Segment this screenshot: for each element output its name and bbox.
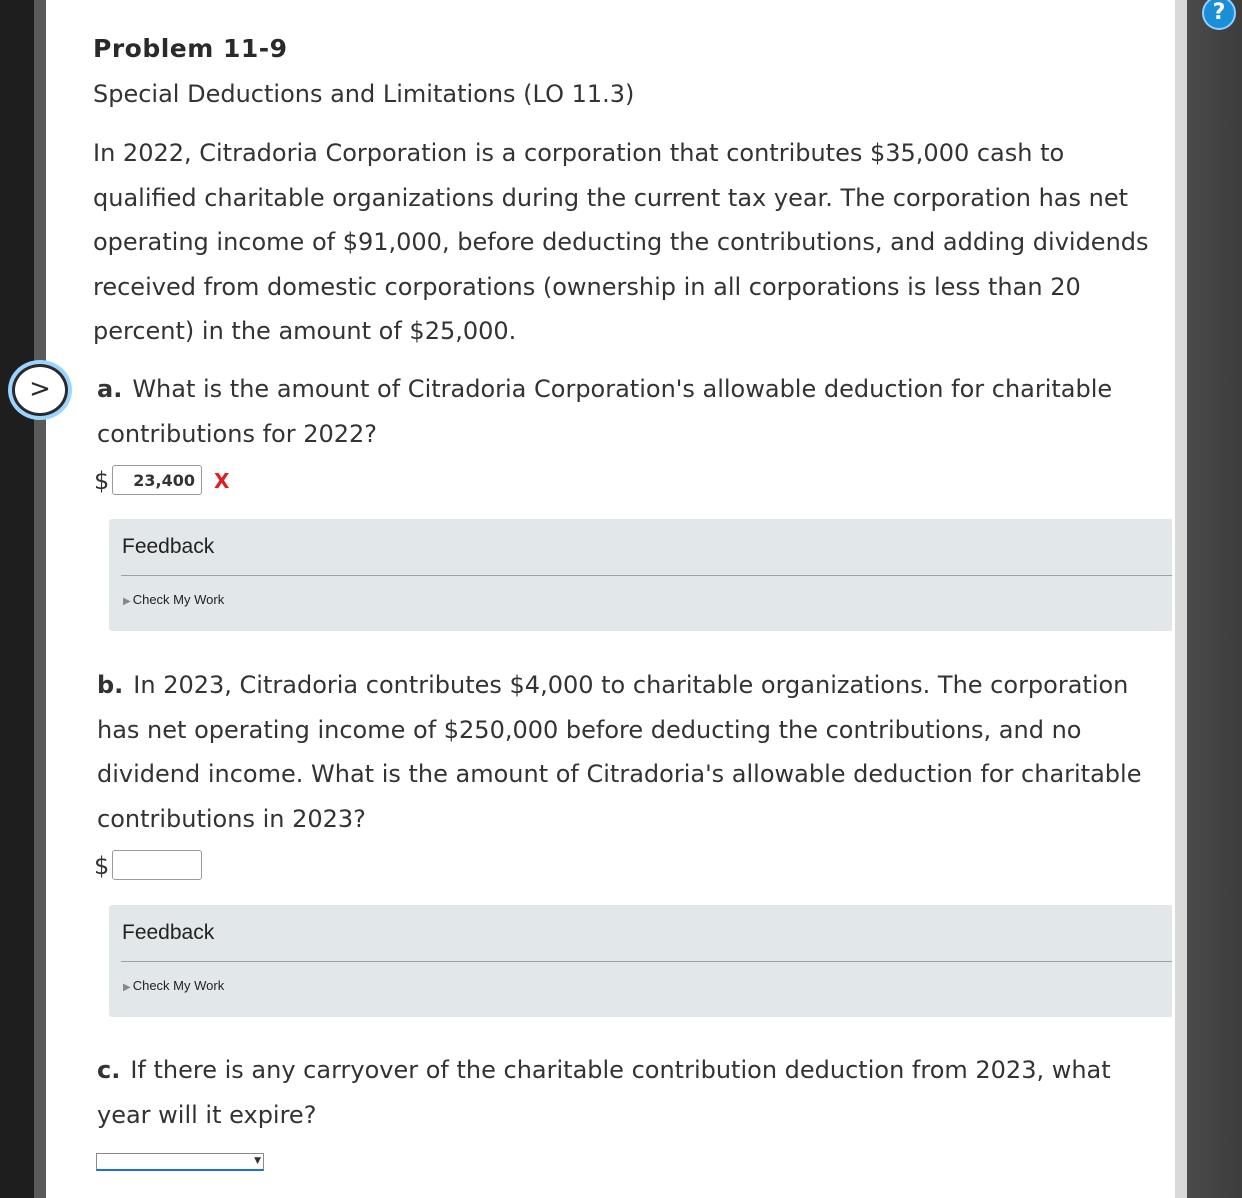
- feedback-title: Feedback: [122, 535, 215, 558]
- question-a-text: What is the amount of Citradoria Corporation's allowable deduction for charitable contributions for 2022?: [97, 375, 1113, 448]
- answer-a-input[interactable]: [112, 465, 202, 495]
- problem-intro: In 2022, Citradoria Corporation is a corporation that contributes $35,000 cash to qualified charitable organizations during the current tax year. The corporation has net operating income of $91,000, before deducting the contributions, and adding dividends received from domestic corporations (ownership in all corporations is less than 20 percent) in the amount of $25,000.: [93, 139, 1149, 345]
- problem-title: Problem 11-9: [93, 34, 288, 63]
- triangle-right-icon: ▶: [123, 982, 131, 993]
- answer-b-input[interactable]: [112, 850, 202, 880]
- right-scroll-area[interactable]: [1175, 0, 1242, 1198]
- currency-symbol: $: [94, 467, 110, 495]
- incorrect-x-icon: X: [214, 469, 230, 493]
- check-my-work-toggle[interactable]: [123, 592, 224, 607]
- question-c: [97, 1048, 1147, 1137]
- feedback-panel-b: [109, 905, 1172, 1017]
- question-mark-icon: ?: [1212, 0, 1226, 25]
- check-my-work-label: Check My Work: [132, 592, 225, 607]
- feedback-divider: [121, 961, 1172, 962]
- chevron-right-icon: >: [29, 374, 51, 404]
- left-frame: [0, 0, 34, 1198]
- check-my-work-label: Check My Work: [132, 978, 225, 993]
- question-a-letter: a.: [97, 375, 123, 403]
- question-b-text: In 2023, Citradoria contributes $4,000 to charitable organizations. The corporation has net operating income of $250,000 before deducting the contributions, and no dividend income. What is the amount of Citradoria's allowable deduction for charitable contributions in 2023?: [97, 671, 1142, 833]
- question-b: [97, 663, 1147, 841]
- check-my-work-toggle[interactable]: [123, 978, 224, 993]
- currency-symbol: $: [94, 852, 110, 880]
- current-question-arrow-button[interactable]: [12, 364, 68, 416]
- feedback-title: Feedback: [122, 921, 215, 944]
- question-a: [97, 367, 1147, 456]
- feedback-panel-a: [109, 519, 1172, 631]
- problem-subtitle: Special Deductions and Limitations (LO 11.3): [93, 80, 635, 108]
- question-c-letter: c.: [97, 1056, 121, 1084]
- question-c-text: If there is any carryover of the charitable contribution deduction from 2023, what year will it expire?: [97, 1056, 1111, 1129]
- feedback-divider: [121, 575, 1172, 576]
- question-b-letter: b.: [97, 671, 124, 699]
- left-frame-border: [34, 0, 46, 1198]
- expiration-year-select[interactable]: [96, 1153, 264, 1171]
- caret-down-icon: ▼: [254, 1156, 261, 1166]
- triangle-right-icon: ▶: [123, 596, 131, 607]
